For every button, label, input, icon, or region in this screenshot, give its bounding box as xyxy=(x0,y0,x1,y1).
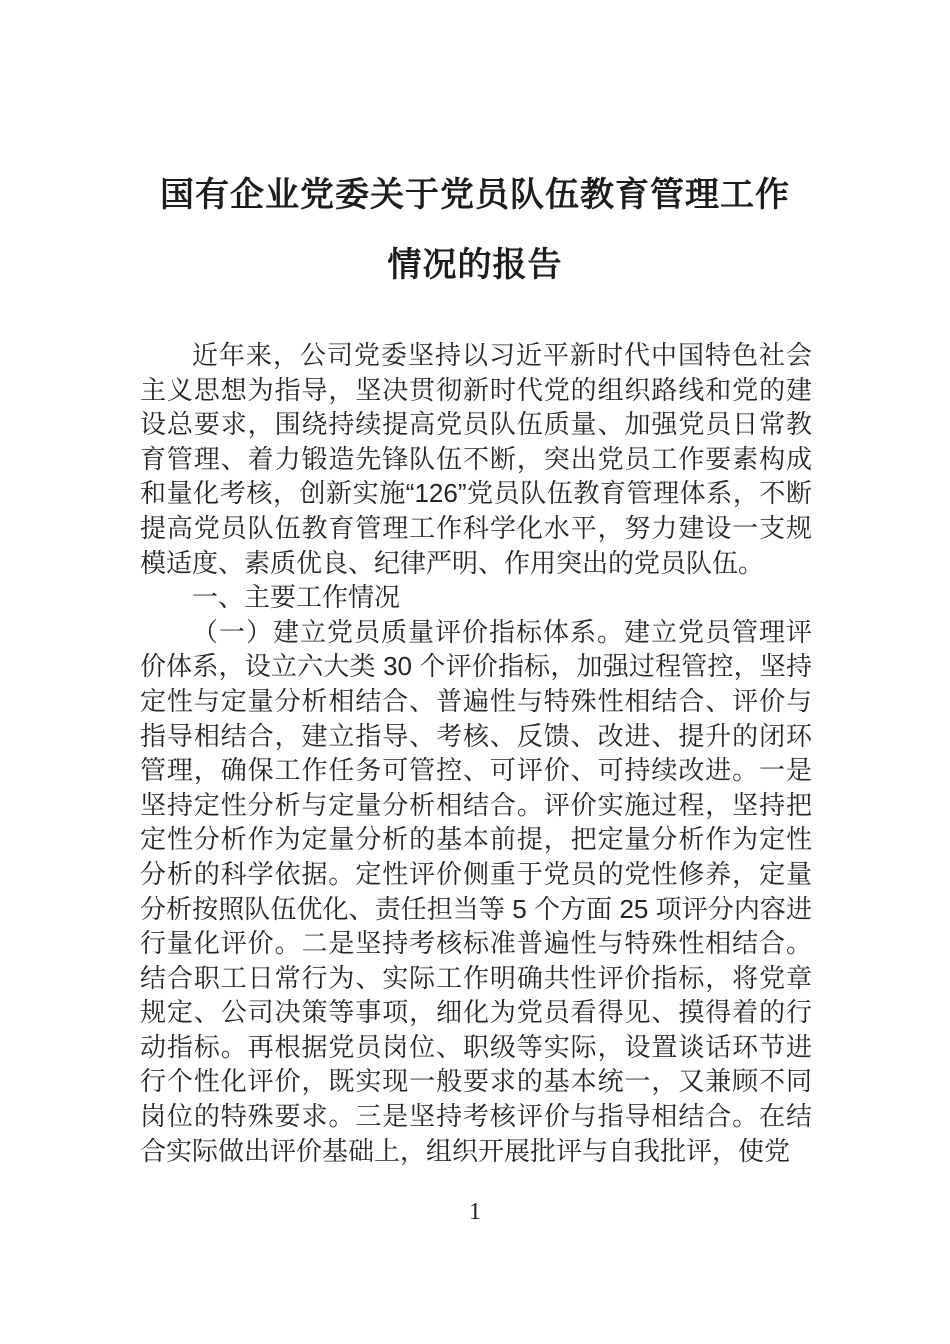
paragraph-section-one: （一）建立党员质量评价指标体系。建立党员管理评价体系，设立六大类 30 个评价指标，加强过程管控，坚持定性与定量分析相结合、普遍性与特殊性相结合、评价与指导相结合，建立指导、考核、反馈、改进、提升的闭环管理，确保工作任务可管控、可评价、可持续改进。一是坚持定性分析与定量分析相结合。评价实施过程，坚持把定性分析作为定量分析的基本前提，把定量分析作为定性分析的科学依据。定性评价侧重于党员的党性修养，定量分析按照队伍优化、责任担当等 5 个方面 25 项评分内容进行量化评价。二是坚持考核标准普遍性与特殊性相结合。结合职工日常行为、实际工作明确共性评价指标，将党章规定、公司决策等事项，细化为党员看得见、摸得着的行动指标。再根据党员岗位、职级等实际，设置谈话环节进行个性化评价，既实现一般要求的基本统一，又兼顾不同岗位的特殊要求。三是坚持考核评价与指导相结合。在结合实际做出评价基础上，组织开展批评与自我批评，使党 xyxy=(140,616,812,1166)
page-number: 1 xyxy=(469,1199,481,1225)
section-heading: 一、主要工作情况 xyxy=(192,582,401,613)
title-line-1: 国有企业党委关于党员队伍教育管理工作 xyxy=(160,176,790,214)
paragraph-intro: 近年来，公司党委坚持以习近平新时代中国特色社会主义思想为指导，坚决贯彻新时代党的组织路线和党的建设总要求，围绕持续提高党员队伍质量、加强党员日常教育管理、着力锻造先锋队伍不断，突出党员工作要素构成和量化考核，创新实施“126”党员队伍教育管理体系，不断提高党员队伍教育管理工作科学化水平，努力建设一支规模适度、素质优良、纪律严明、作用突出的党员队伍。 xyxy=(140,340,812,578)
document-body xyxy=(140,338,812,1168)
title-line-2: 情况的报告 xyxy=(387,246,563,284)
document-title xyxy=(140,160,810,300)
page-footer xyxy=(0,1199,950,1226)
